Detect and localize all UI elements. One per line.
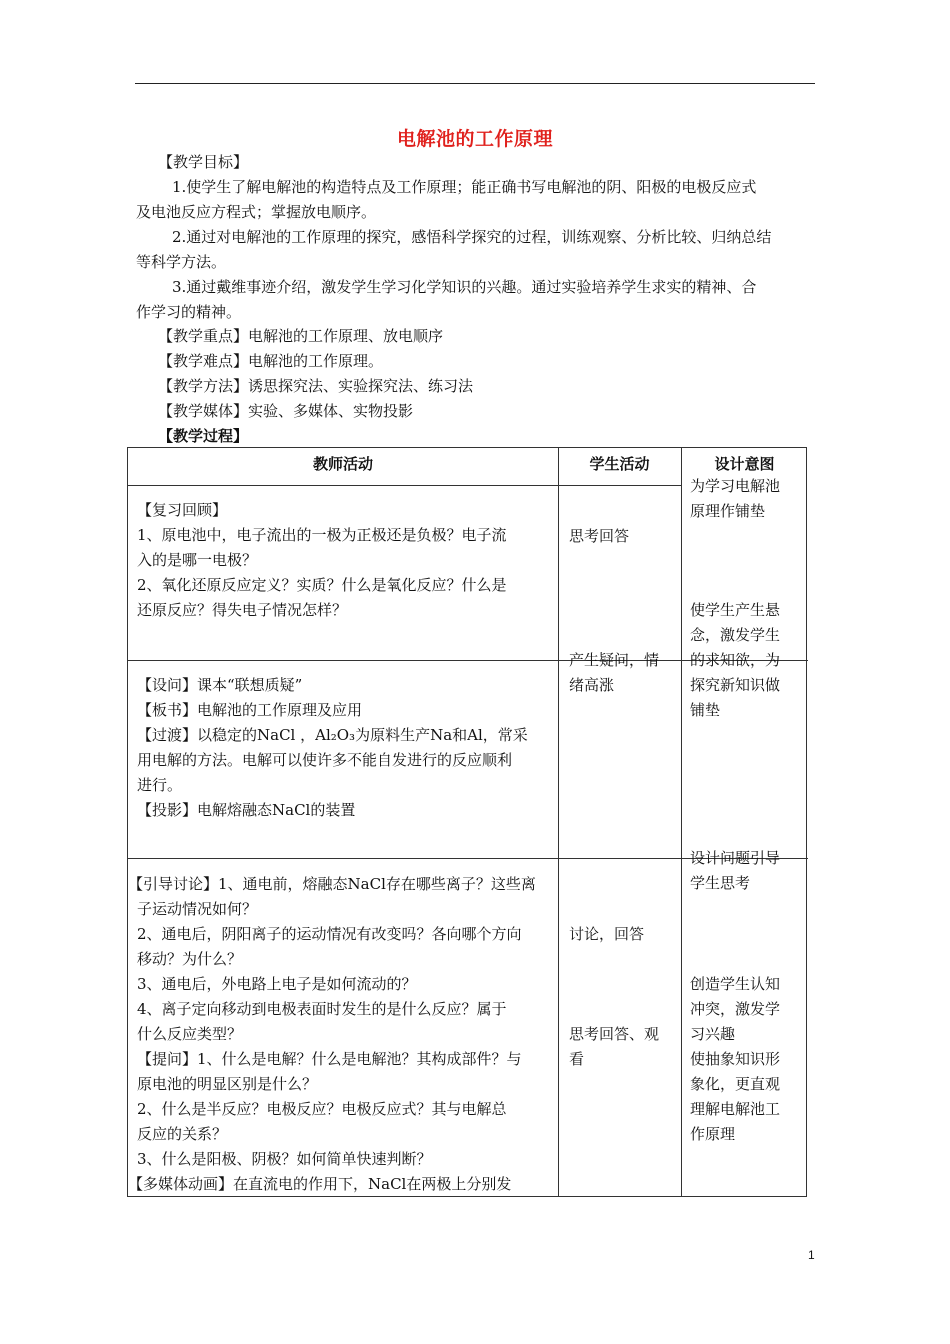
teacher-line: 2、什么是半反应？电极反应？电极反应式？其与电解总 bbox=[137, 1100, 507, 1118]
teacher-line: 【投影】电解熔融态NaCl的装置 bbox=[137, 801, 356, 819]
page-number: 1 bbox=[808, 1248, 815, 1262]
header-rule bbox=[135, 83, 815, 84]
teacher-line: 什么反应类型？ bbox=[137, 1025, 243, 1043]
teacher-line: 用电解的方法。电解可以使许多不能自发进行的反应顺利 bbox=[137, 751, 513, 769]
student-activity-1: 思考回答 bbox=[569, 527, 630, 545]
student-line: 产生疑问，情 bbox=[569, 651, 660, 669]
intent-line: 冲突，激发学 bbox=[690, 1000, 781, 1018]
teacher-line: 原电池的明显区别是什么？ bbox=[137, 1075, 318, 1093]
intent-line: 念，激发学生 bbox=[690, 626, 781, 644]
page-title: 电解池的工作原理 bbox=[396, 128, 553, 150]
teacher-line: 【板书】电解池的工作原理及应用 bbox=[137, 701, 363, 719]
objective-1 bbox=[136, 175, 816, 225]
student-line: 看 bbox=[569, 1050, 585, 1068]
media: 【教学媒体】实验、多媒体、实物投影 bbox=[158, 402, 414, 420]
intent-line: 作原理 bbox=[690, 1125, 736, 1143]
intent-line: 的求知欲，为 bbox=[690, 651, 781, 669]
objective-3-line-1: 3.通过戴维事迹介绍，激发学生学习化学知识的兴趣。通过实验培养学生求实的精神、合 bbox=[172, 278, 757, 296]
column-divider bbox=[558, 448, 559, 1196]
student-line: 绪高涨 bbox=[569, 676, 615, 694]
methods: 【教学方法】诱思探究法、实验探究法、练习法 bbox=[158, 377, 474, 395]
intent-line: 铺垫 bbox=[690, 701, 721, 719]
header-student-activity: 学生活动 bbox=[589, 455, 650, 473]
student-activity-3: 讨论，回答 bbox=[569, 925, 645, 943]
process-table bbox=[127, 447, 807, 1197]
teacher-line: 反应的关系？ bbox=[137, 1125, 228, 1143]
teacher-block-review bbox=[137, 498, 507, 623]
intent-line: 探究新知识做 bbox=[690, 676, 781, 694]
intent-line: 创造学生认知 bbox=[690, 975, 781, 993]
design-intent-3 bbox=[690, 846, 780, 896]
teacher-line: 【多媒体动画】在直流电的作用下，NaCl在两极上分别发 bbox=[128, 1175, 512, 1193]
teacher-line: 2、通电后，阴阳离子的运动情况有改变吗？各向哪个方向 bbox=[137, 925, 522, 943]
objective-2-line-1: 2.通过对电解池的工作原理的探究，感悟科学探究的过程，训练观察、分析比较、归纳总结 bbox=[172, 228, 772, 246]
header-design-intent: 设计意图 bbox=[714, 455, 775, 473]
teacher-line: 【提问】1、什么是电解？什么是电解池？其构成部件？与 bbox=[137, 1050, 522, 1068]
intent-line: 象化，更直观 bbox=[690, 1075, 781, 1093]
intent-line: 原理作铺垫 bbox=[690, 502, 766, 520]
intent-line: 使抽象知识形 bbox=[690, 1050, 781, 1068]
intent-line: 学生思考 bbox=[690, 874, 751, 892]
intent-line: 理解电解池工 bbox=[690, 1100, 781, 1118]
teacher-line: 【过渡】以稳定的NaCl ，Al₂O₃为原料生产Na和Al，常采 bbox=[137, 726, 528, 744]
teacher-line: 3、通电后，外电路上电子是如何流动的？ bbox=[137, 975, 417, 993]
objective-2 bbox=[136, 225, 816, 275]
objective-3-line-2: 作学习的精神。 bbox=[136, 303, 242, 321]
teacher-line: 【引导讨论】1、通电前，熔融态NaCl存在哪些离子？这些离 bbox=[128, 875, 536, 893]
intent-line: 习兴趣 bbox=[690, 1025, 736, 1043]
column-divider bbox=[681, 448, 682, 1196]
difficulty: 【教学难点】电解池的工作原理。 bbox=[158, 352, 384, 370]
objective-3 bbox=[136, 275, 816, 325]
teacher-line: 1、原电池中，电子流出的一极为正极还是负极？电子流 bbox=[137, 526, 507, 544]
teacher-block-discussion bbox=[128, 872, 536, 1197]
teacher-line: 进行。 bbox=[137, 776, 183, 794]
teacher-line: 还原反应？得失电子情况怎样？ bbox=[137, 601, 348, 619]
teacher-line: 2、氧化还原反应定义？实质？什么是氧化反应？什么是 bbox=[137, 576, 507, 594]
design-intent-1 bbox=[690, 474, 780, 524]
intent-line: 为学习电解池 bbox=[690, 477, 781, 495]
header-teacher-activity: 教师活动 bbox=[312, 455, 373, 473]
process-heading: 【教学过程】 bbox=[158, 427, 249, 445]
student-line: 思考回答、观 bbox=[569, 1025, 660, 1043]
intent-line: 使学生产生悬 bbox=[690, 601, 781, 619]
row-divider bbox=[128, 485, 681, 486]
teacher-line: 【复习回顾】 bbox=[137, 501, 228, 519]
student-activity-4 bbox=[569, 1022, 659, 1072]
teacher-line: 移动？为什么？ bbox=[137, 950, 243, 968]
teacher-line: 3、什么是阳极、阴极？如何简单快速判断？ bbox=[137, 1150, 432, 1168]
teacher-line: 4、离子定向移动到电极表面时发生的是什么反应？属于 bbox=[137, 1000, 507, 1018]
teacher-line: 【设问】课本“联想质疑” bbox=[137, 676, 303, 694]
intent-line: 设计问题引导 bbox=[690, 849, 781, 867]
teacher-block-question bbox=[137, 673, 528, 823]
student-activity-2 bbox=[569, 648, 659, 698]
teacher-line: 子运动情况如何？ bbox=[137, 900, 258, 918]
key-points: 【教学重点】电解池的工作原理、放电顺序 bbox=[158, 327, 444, 345]
objective-1-line-1: 1.使学生了解电解池的构造特点及工作原理；能正确书写电解池的阴、阳极的电极反应式 bbox=[172, 178, 757, 196]
objective-2-line-2: 等科学方法。 bbox=[136, 253, 227, 271]
design-intent-2 bbox=[690, 598, 780, 723]
teacher-line: 入的是哪一电极？ bbox=[137, 551, 258, 569]
design-intent-4 bbox=[690, 972, 780, 1147]
objectives-heading: 【教学目标】 bbox=[158, 153, 249, 171]
objective-1-line-2: 及电池反应方程式；掌握放电顺序。 bbox=[136, 203, 377, 221]
